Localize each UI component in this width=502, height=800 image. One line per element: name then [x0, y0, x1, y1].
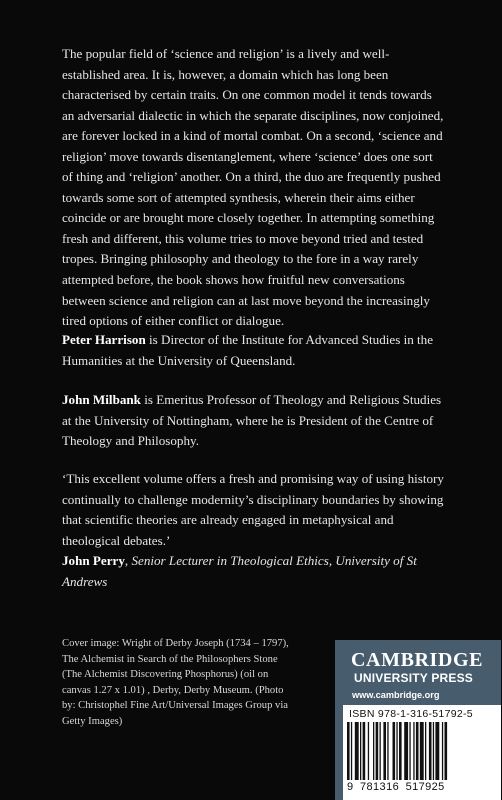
isbn-label: ISBN 978-1-316-51792-5	[349, 708, 473, 720]
endorser-sep: ,	[124, 553, 132, 569]
author-bio-milbank	[62, 390, 446, 452]
barcode-icon	[347, 722, 497, 782]
barcode-digit-group: 781316	[360, 781, 400, 793]
endorser-name: John Perry	[62, 553, 125, 569]
endorser-role: Senior Lecturer in Theological Ethics, University of St Andrews	[62, 553, 417, 589]
barcode-digit-group: 517925	[405, 781, 445, 793]
endorsement-quote: ‘This excellent volume offers a fresh and promising way of using history continually to challenge modernity’s disciplinary boundaries by showing that scientific theories are already engaged in metaphysical and theological debates.’	[62, 471, 444, 548]
barcode-box	[343, 705, 501, 800]
publisher-panel	[335, 640, 501, 800]
author-bio-text: is Director of the Institute for Advanced Studies in the Humanities at the University of Queensland.	[62, 332, 434, 368]
barcode-digits	[347, 781, 448, 793]
author-name: Peter Harrison	[62, 332, 146, 347]
publisher-logo-name: CAMBRIDGE	[351, 649, 484, 671]
publisher-url: www.cambridge.org	[352, 690, 440, 700]
author-name: John Milbank	[62, 392, 141, 407]
cover-image-credit: Cover image: Wright of Derby Joseph (1734 – 1797), The Alchemist in Search of the Philosophers Stone (The Alchemist Discovering Phosphorus) (oil on canvas 1.27 x 1.01) , Derby, Derby Museum. (Photo by: Christophel Fine Art/Universal Images Group via Getty Images)	[62, 638, 289, 727]
endorsement-attribution	[62, 551, 446, 592]
publisher-logo-press: UNIVERSITY PRESS	[354, 671, 474, 685]
author-bio-harrison	[62, 330, 446, 371]
author-bio-text: is Emeritus Professor of Theology and Religious Studies at the University of Nottingham, where he is President of the Centre of Theology and Philosophy.	[62, 392, 442, 449]
barcode-digit-group: 9	[347, 781, 354, 793]
endorsement	[62, 469, 446, 592]
book-description: The popular field of ‘science and religion’ is a lively and well-established area. It is, however, a domain which has long been characterised by certain traits. On one common model it tends towards an adversarial dialectic in which the separate disciplines, now conjoined, are forever locked in a kind of mortal combat. On a second, ‘science and religion’ move towards disentanglement, where ‘science’ does one sort of thing and ‘religion’ another. On a third, the duo are frequently pushed towards some sort of attempted synthesis, wherein their aims either coincide or are brought more closely together. In attempting something fresh and different, this volume tries to move beyond tried and tested tropes. Bringing philosophy and theology to the fore in a way rarely attempted before, the book shows how fruitful new conversations between science and religion can at last move beyond the increasingly tired options of either conflict or dialogue.	[62, 46, 444, 329]
